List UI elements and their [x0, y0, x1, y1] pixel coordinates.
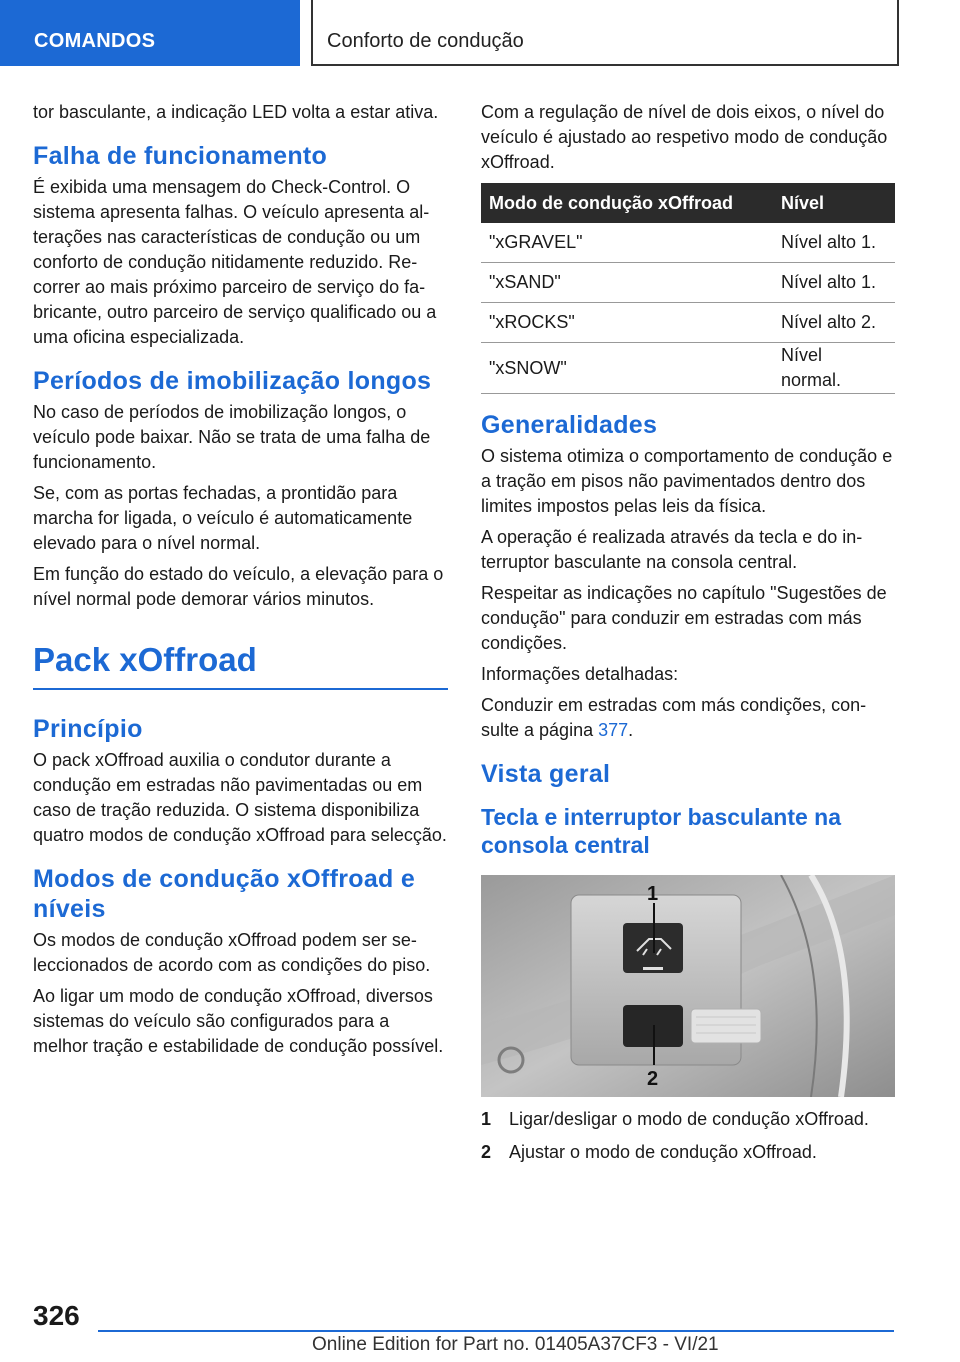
heading-overview: Vista geral	[481, 760, 611, 788]
table-row	[481, 223, 895, 263]
table-row	[481, 343, 895, 394]
heading-principle: Princípio	[33, 715, 143, 743]
legend-number: 2	[481, 1142, 492, 1162]
chapter-title: Conforto de condução	[327, 30, 524, 52]
heading-pack-xoffroad: Pack xOffroad	[33, 640, 448, 690]
table-cell-level: Nível normal.	[773, 343, 895, 394]
figure-legend	[481, 1107, 895, 1165]
legend-number: 1	[481, 1109, 492, 1129]
table-header-mode: Modo de condução xOffroad	[481, 183, 773, 223]
list-item	[481, 1107, 895, 1132]
table-row	[481, 303, 895, 343]
general-p3: Respeitar as indicações no capítulo "Sugestões de condução" para conduzir em estradas com más condições.	[481, 583, 887, 653]
right-intro: Com a regulação de nível de dois eixos, o nível do veículo é ajustado ao respetivo modo de condução xOffroad.	[481, 102, 888, 172]
edition-footer: Online Edition for Part no. 01405A37CF3 - VI/21	[312, 1334, 719, 1355]
table-cell-level: Nível alto 2.	[773, 303, 895, 343]
principle-text: O pack xOffroad auxilia o condutor durante a condução em estradas não pavimentadas ou em caso de tração reduzida. O sistema disponibiliza quatro modos de condução xOffroad para selecção.	[33, 750, 447, 845]
chapter-tab	[311, 0, 899, 66]
table-cell-mode: "xGRAVEL"	[481, 223, 773, 263]
table-header-row	[481, 183, 895, 223]
general-p5-text: Conduzir em estradas com más condições, consulte a página	[481, 695, 867, 740]
callout-1-label: 1	[647, 883, 659, 905]
heading-malfunction: Falha de funcionamento	[33, 142, 328, 170]
table-row	[481, 263, 895, 303]
general-p4: Informações detalhadas:	[481, 664, 679, 684]
general-p2: A operação é realizada através da tecla e do interruptor basculante na consola central.	[481, 527, 863, 572]
heading-general: Generalidades	[481, 411, 658, 439]
console-figure	[481, 875, 895, 1097]
heading-standstill: Períodos de imobilização longos	[33, 367, 432, 395]
page-reference-link[interactable]: 377	[598, 720, 629, 740]
malfunction-text: É exibida uma mensagem do Check-Control. O sistema apresenta falhas. O veículo apresenta alterações nas características de condução ou um conforto de condução nitidamente reduzido. Recorrer ao mais próximo parceiro de serviço do fabricante, outro parceiro de serviço qualificado ou a uma oficina especializada.	[33, 177, 437, 347]
table-cell-mode: "xROCKS"	[481, 303, 773, 343]
adjacent-switch	[691, 1009, 761, 1043]
general-p5	[481, 693, 895, 743]
table-cell-level: Nível alto 1.	[773, 223, 895, 263]
heading-modes: Modos de condução xOffroad e níveis	[33, 865, 416, 923]
subheading-button-switch: Tecla e interruptor basculante na consola central	[481, 804, 842, 858]
section-title: COMANDOS	[34, 30, 156, 52]
table-cell-mode: "xSAND"	[481, 263, 773, 303]
right-column	[481, 100, 895, 1173]
modes-table	[481, 183, 895, 394]
left-column	[33, 100, 448, 1065]
standstill-p2: Se, com as portas fechadas, a prontidão para marcha for ligada, o veículo é automaticamente elevado para o nível normal.	[33, 483, 413, 553]
modes-p2: Ao ligar um modo de condução xOffroad, diversos sistemas do veículo são configurados para a melhor tração e estabilidade de condução possível.	[33, 986, 444, 1056]
table-cell-level: Nível alto 1.	[773, 263, 895, 303]
table-header-level: Nível	[773, 183, 895, 223]
standstill-p1: No caso de períodos de imobilização longos, o veículo pode baixar. Não se trata de uma falha de funcionamento.	[33, 402, 431, 472]
standstill-p3: Em função do estado do veículo, a elevação para o nível normal pode demorar vários minutos.	[33, 564, 444, 609]
intro-paragraph: tor basculante, a indicação LED volta a estar ativa.	[33, 102, 439, 122]
list-item	[481, 1140, 895, 1165]
callout-2-label: 2	[647, 1068, 659, 1090]
modes-p1: Os modos de condução xOffroad podem ser seleccionados de acordo com as condições do piso.	[33, 930, 431, 975]
section-tab	[0, 0, 300, 66]
table-cell-mode: "xSNOW"	[481, 343, 773, 394]
led-indicator	[643, 967, 663, 970]
legend-text: Ligar/desligar o modo de condução xOffroad.	[509, 1109, 869, 1129]
general-p5-end: .	[628, 720, 634, 740]
legend-text: Ajustar o modo de condução xOffroad.	[509, 1142, 817, 1162]
page-number: 326	[33, 1300, 80, 1331]
general-p1: O sistema otimiza o comportamento de condução e a tração em pisos não pavimentados dentro dos limites impostos pelas leis da física.	[481, 446, 893, 516]
footer-rule	[98, 1330, 894, 1332]
